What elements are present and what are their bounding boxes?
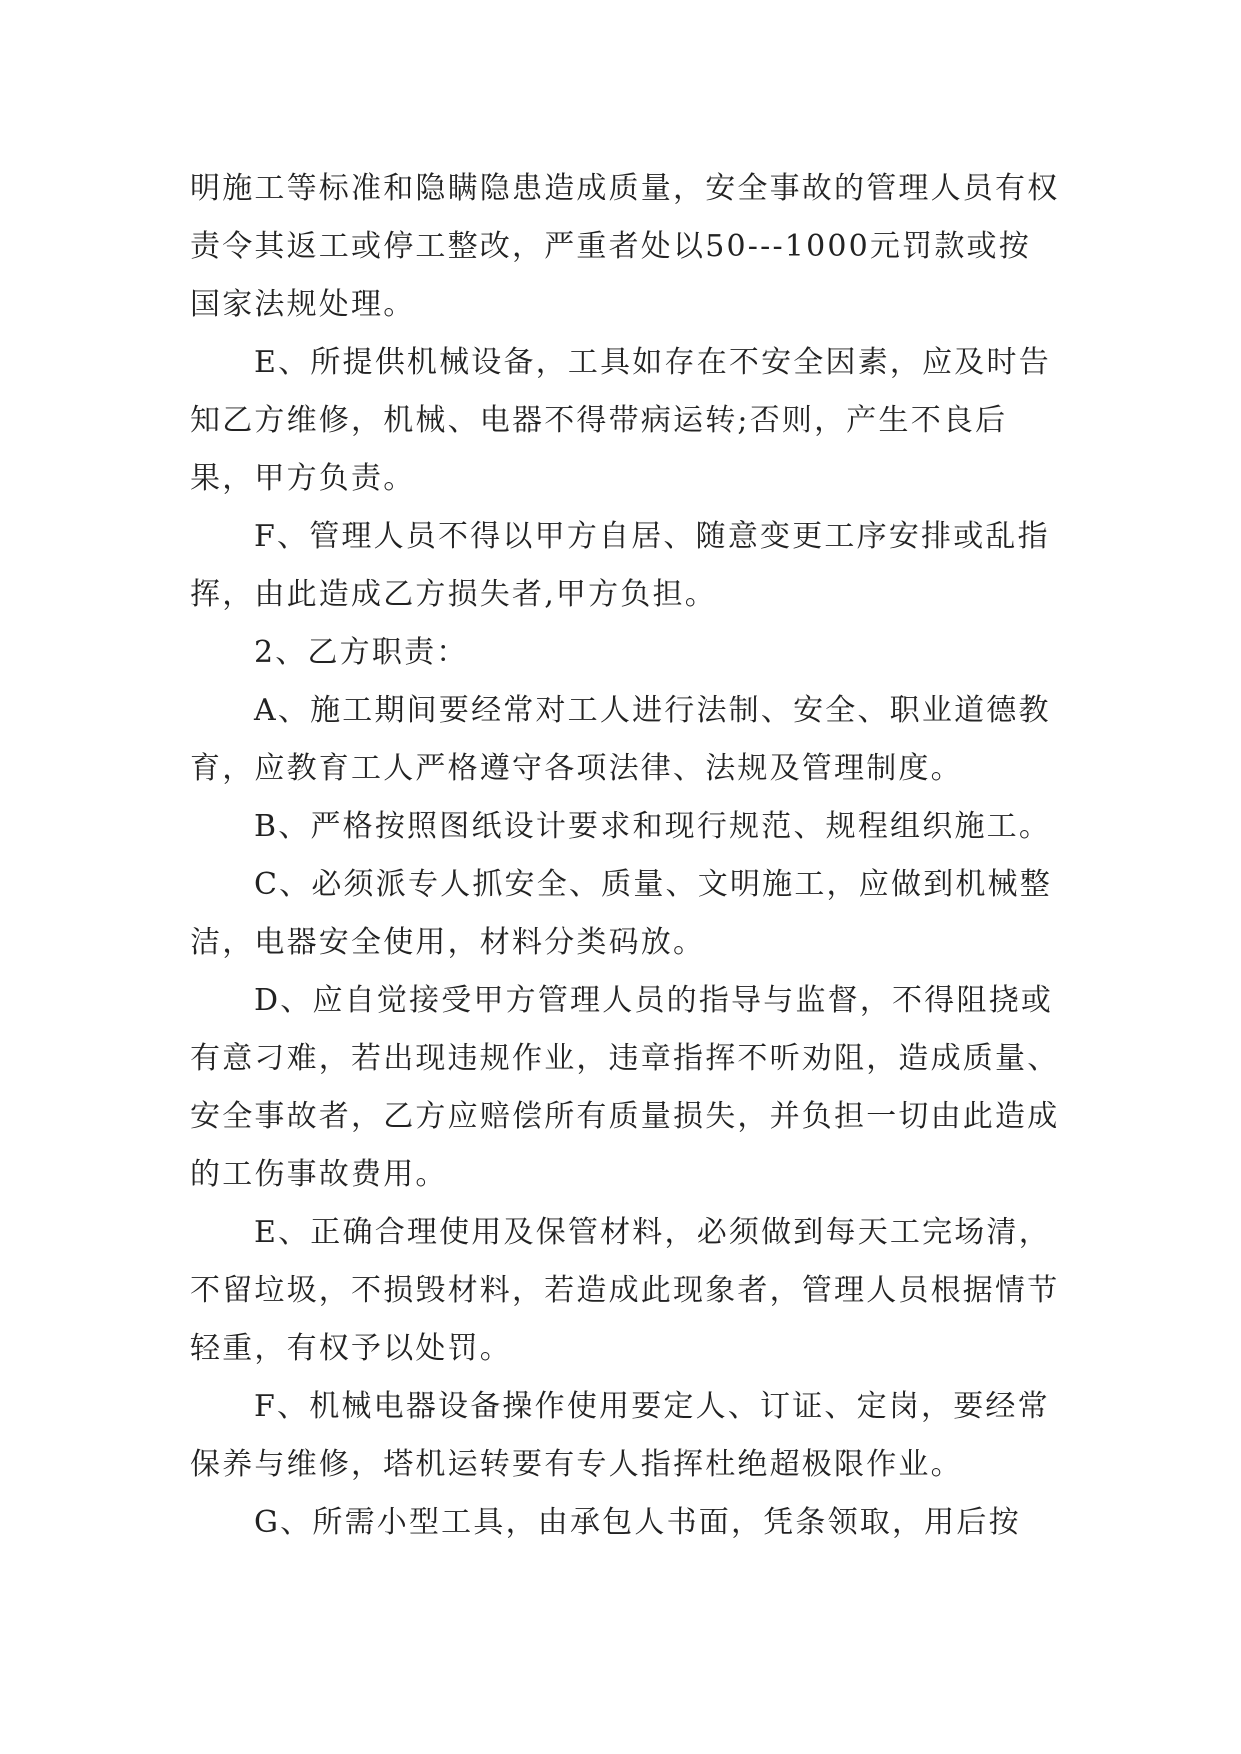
paragraph-clause-b-party-b: B、严格按照图纸设计要求和现行规范、规程组织施工。	[254, 809, 1052, 844]
paragraph-clause-f-party-b: F、机械电器设备操作使用要定人、订证、定岗，要经常保养与维修，塔机运转要有专人指挥杜绝超极限作业。	[190, 1389, 1050, 1482]
paragraph-clause-e-party-b: E、正确合理使用及保管材料，必须做到每天工完场清，不留垃圾，不损毁材料，若造成此现象者，管理人员根据情节轻重，有权予以处罚。	[190, 1215, 1060, 1366]
paragraph-clause-f-party-a: F、管理人员不得以甲方自居、随意变更工序安排或乱指挥，由此造成乙方损失者,甲方负担。	[190, 519, 1050, 612]
paragraph-clause-e-party-a: E、所提供机械设备，工具如存在不安全因素，应及时告知乙方维修，机械、电器不得带病运转;否则，产生不良后果，甲方负责。	[190, 345, 1051, 496]
paragraph-clause-g-party-b: G、所需小型工具，由承包人书面，凭条领取，用后按	[254, 1505, 1021, 1540]
paragraph-clause-c-party-b: C、必须派专人抓安全、质量、文明施工，应做到机械整洁，电器安全使用，材料分类码放。	[190, 867, 1052, 960]
document-body	[190, 160, 1060, 1552]
paragraph-clause-a-party-b: A、施工期间要经常对工人进行法制、安全、职业道德教育，应教育工人严格遵守各项法律、法规及管理制度。	[190, 693, 1051, 786]
paragraph-continuation: 明施工等标准和隐瞒隐患造成质量，安全事故的管理人员有权责令其返工或停工整改，严重者处以50---1000元罚款或按国家法规处理。	[190, 171, 1060, 322]
paragraph-clause-d-party-b: D、应自觉接受甲方管理人员的指导与监督，不得阻挠或有意刁难，若出现违规作业，违章指挥不听劝阻，造成质量、安全事故者，乙方应赔偿所有质量损失，并负担一切由此造成的工伤事故费用。	[190, 983, 1060, 1192]
section-heading-party-b-duties: 2、乙方职责：	[254, 635, 469, 670]
